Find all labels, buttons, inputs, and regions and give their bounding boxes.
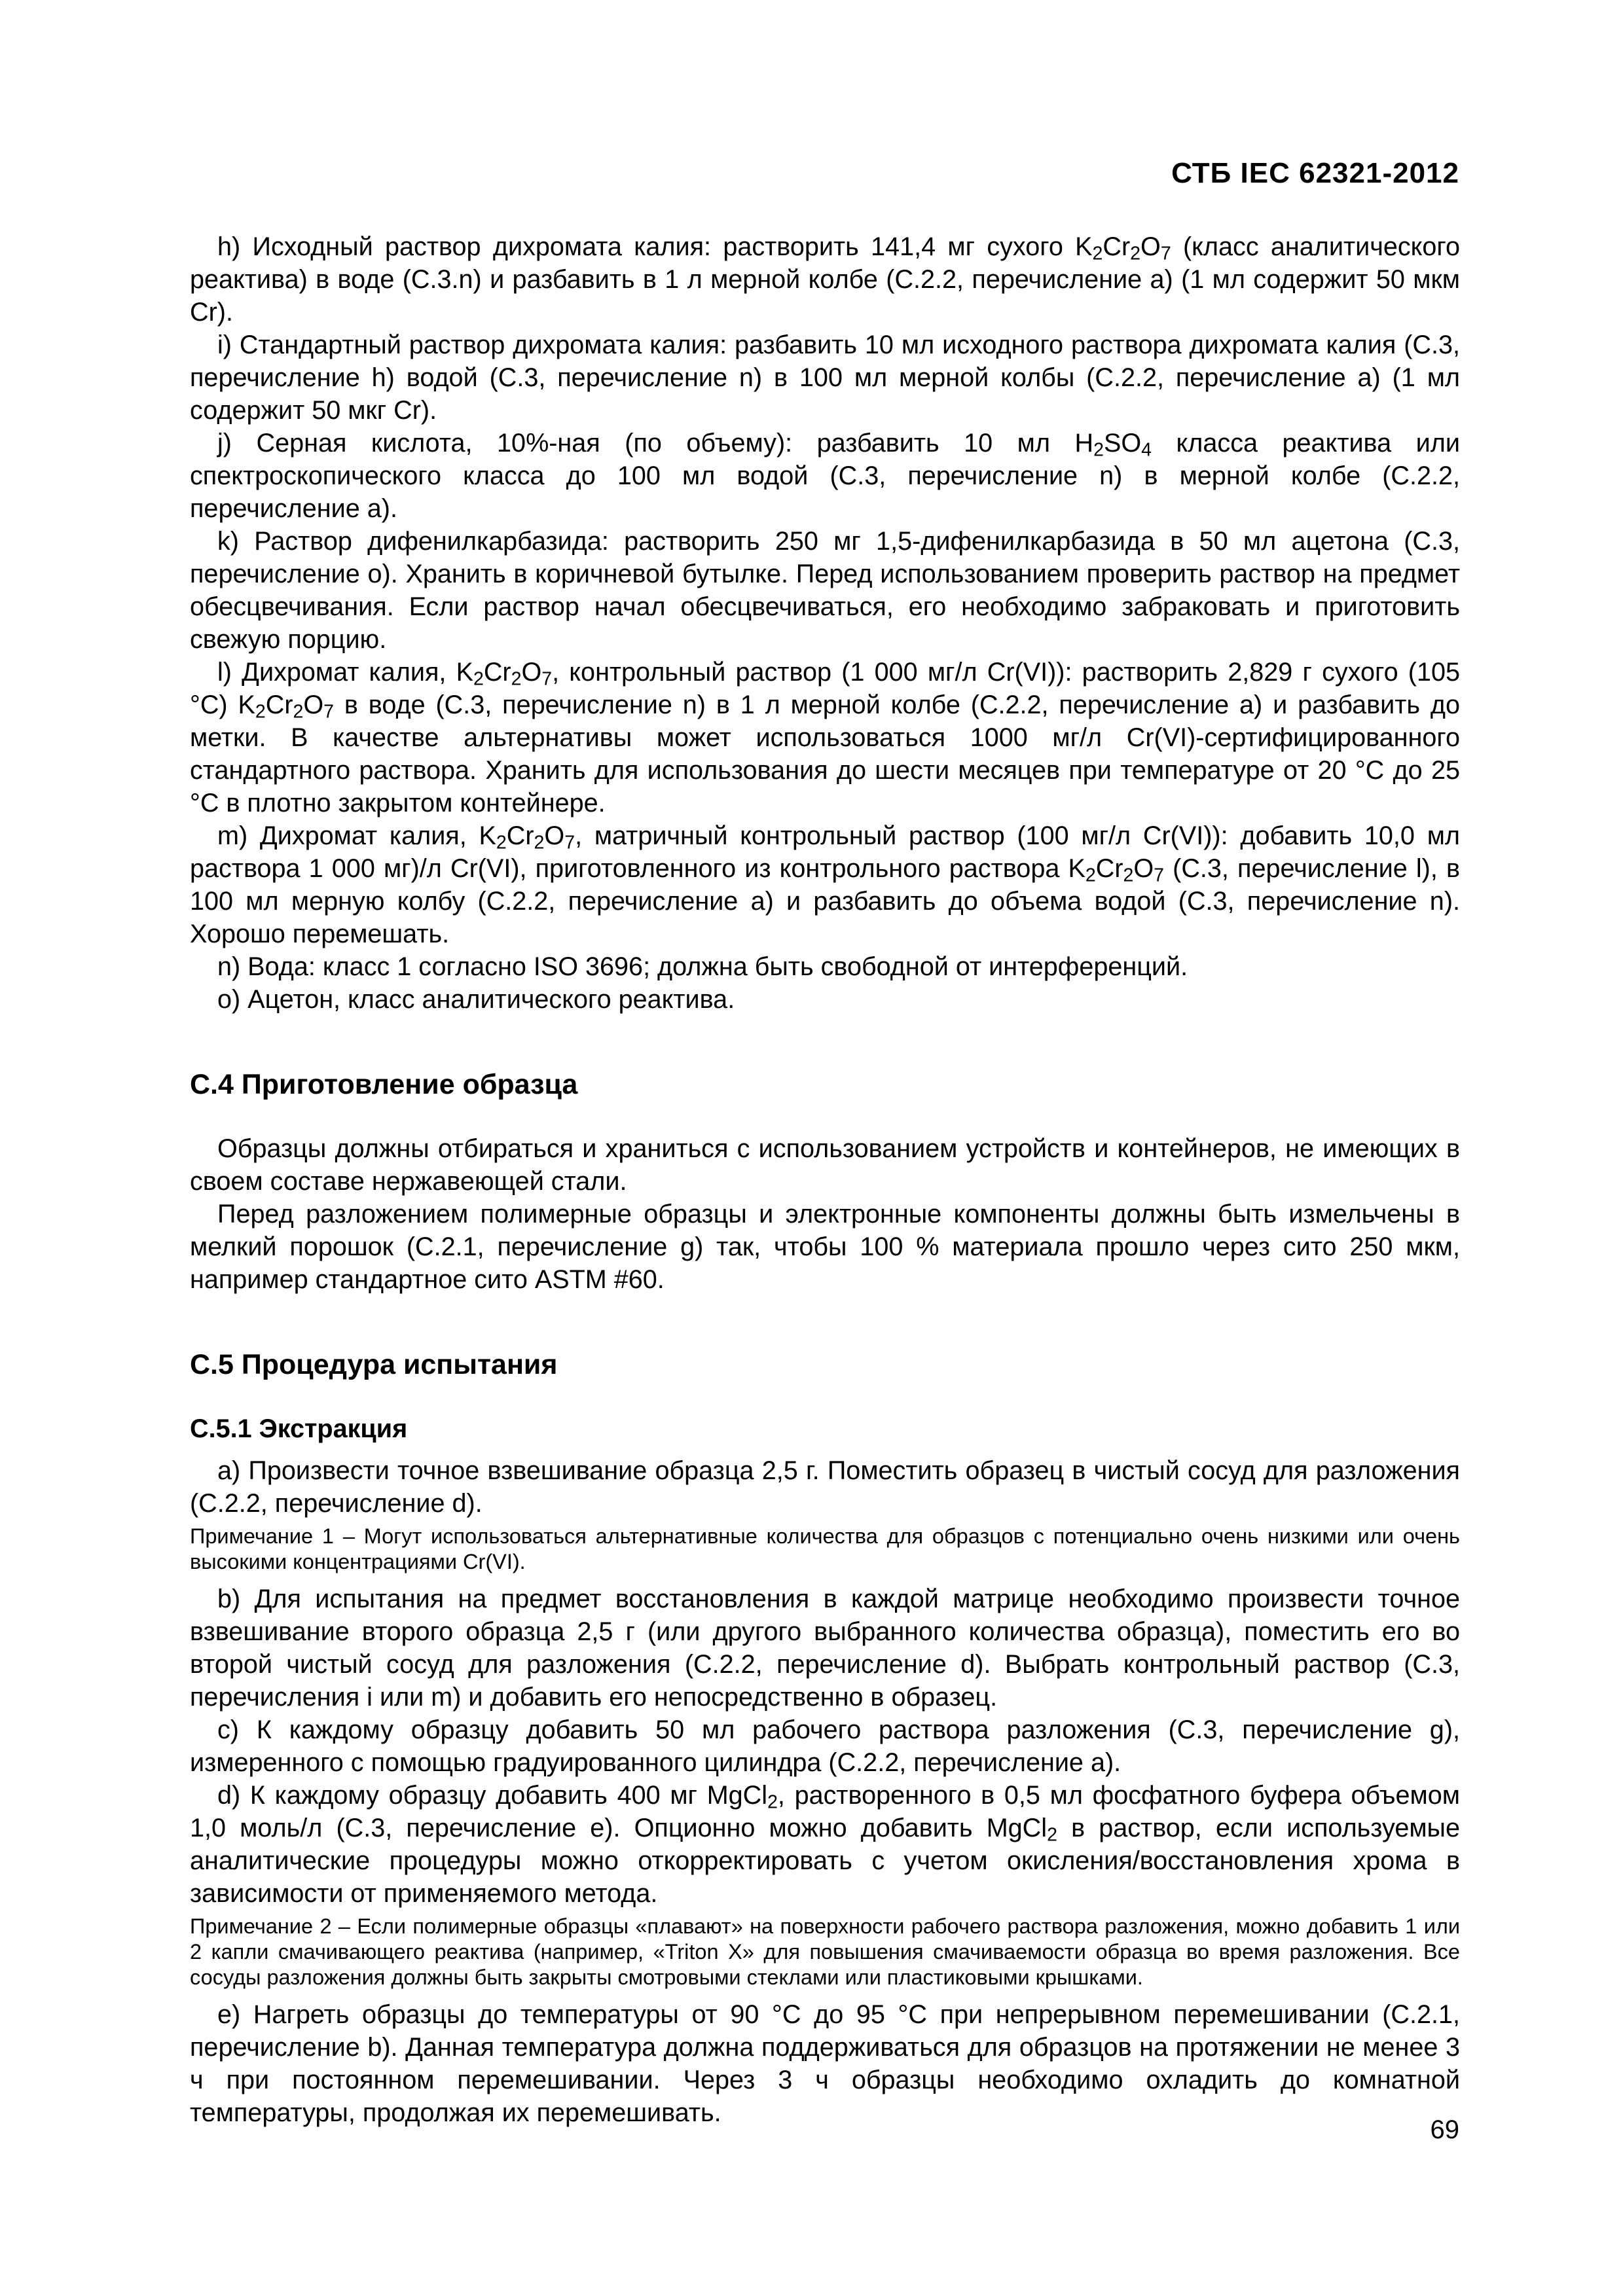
item-n: n) Вода: класс 1 согласно ISO 3696; должна быть свободной от интерференций.	[217, 952, 1188, 981]
item-h: h) Исходный раствор дихромата калия: растворить 141,4 мг сухого $K_2Cr_2O_7$ (класс аналитического реактива) в воде (С.3.n) и разбавить в 1 л мерной колбе (С.2.2, перечисление а) (1 мл содержит 50 мкм Cr).	[190, 232, 1460, 327]
item-i: i) Стандартный раствор дихромата калия: разбавить 10 мл исходного раствора дихромата калия (С.3, перечисление h) водой (С.3, перечисление n) в 100 мл мерной колбы (С.2.2, перечисление а) (1 мл содержит 50 мкг Cr).	[190, 331, 1460, 425]
step-c: с) К каждому образцу добавить 50 мл рабочего раствора разложения (С.3, перечисление g), измеренного с помощью градуированного цилиндра (С.2.2, перечисление а).	[190, 1715, 1460, 1777]
section-heading-c4: С.4 Приготовление образца	[190, 1069, 578, 1100]
note-2: Примечание 2 – Если полимерные образцы «плавают» на поверхности рабочего раствора разложения, можно добавить 1 или 2 капли смачивающего реактива (например, «Triton X» для повышения смачиваемости образца во время разложения. Все сосуды разложения должны быть закрыты смотровыми стеклами или пластиковыми крышками.	[190, 1914, 1460, 1989]
item-k: k) Раствор дифенилкарбазида: растворить 250 мг 1,5-дифенилкарбазида в 50 мл ацетона (С.3, перечисление о). Хранить в коричневой бутылке. Перед использованием проверить раствор на предмет обесцвечивания. Если раствор начал обесцвечиваться, его необходимо забраковать и приготовить свежую порцию.	[190, 527, 1460, 654]
item-j: j) Серная кислота, 10%-ная (по объему): разбавить 10 мл $H_2SO_4$ класса реактива или спектроскопического класса до 100 мл водой (С.3, перечисление n) в мерной колбе (С.2.2, перечисление а).	[190, 429, 1460, 523]
document-code-header: СТБ IEC 62321-2012	[1171, 157, 1459, 189]
step-d: d) К каждому образцу добавить 400 мг MgCl$_2$, растворенного в 0,5 мл фосфатного буфера объемом 1,0 моль/л (С.3, перечисление е). Опционно можно добавить MgCl$_2$ в раствор, если используемые аналитические процедуры можно откорректировать с учетом окисления/восстановления хрома в зависимости от применяемого метода.	[190, 1781, 1461, 1908]
section-heading-c5: С.5 Процедура испытания	[190, 1349, 558, 1380]
page-content	[190, 230, 1460, 2129]
c4-paragraph-1: Образцы должны отбираться и храниться с использованием устройств и контейнеров, не имеющих в своем составе нержавеющей стали.	[190, 1134, 1460, 1196]
page-number: 69	[1430, 2115, 1459, 2144]
step-e: е) Нагреть образцы до температуры от 90 °С до 95 °С при непрерывном перемешивании (С.2.1, перечисление b). Данная температура должна поддерживаться для образцов на протяжении не менее 3 ч при постоянном перемешивании. Через 3 ч образцы необходимо охладить до комнатной температуры, продолжая их перемешивать.	[190, 2000, 1460, 2127]
item-l: l) Дихромат калия, $K_2Cr_2O_7$, контрольный раствор (1 000 мг/л Cr(VI)): растворить 2,829 г сухого (105 °С) $K_2Cr_2O_7$ в воде (С.3, перечисление n) в 1 л мерной колбе (С.2.2, перечисление а) и разбавить до метки. В качестве альтернативы может использоваться 1000 мг/л Cr(VI)-сертифицированного стандартного раствора. Хранить для использования до шести месяцев при температуре от 20 °С до 25 °С в плотно закрытом контейнере.	[190, 658, 1461, 817]
subsection-heading-c5-1: С.5.1 Экстракция	[190, 1414, 408, 1443]
note-1: Примечание 1 – Могут использоваться альтернативные количества для образцов с потенциально очень низкими или очень высокими концентрациями Cr(VI).	[190, 1524, 1460, 1573]
c4-paragraph-2: Перед разложением полимерные образцы и электронные компоненты должны быть измельчены в мелкий порошок (С.2.1, перечисление g) так, чтобы 100 % материала прошло через сито 250 мкм, например стандартное сито ASTM #60.	[190, 1200, 1460, 1294]
item-m: m) Дихромат калия, $K_2Cr_2O_7$, матричный контрольный раствор (100 мг/л Cr(VI)): добавить 10,0 мл раствора 1 000 мг)/л Cr(VI), приготовленного из контрольного раствора $K_2Cr_2O_7$ (С.3, перечисление l), в 100 мл мерную колбу (С.2.2, перечисление а) и разбавить до объема водой (С.3, перечисление n). Хорошо перемешать.	[190, 821, 1461, 948]
item-o: o) Ацетон, класс аналитического реактива.	[217, 985, 735, 1014]
step-a: а) Произвести точное взвешивание образца 2,5 г. Поместить образец в чистый сосуд для разложения (С.2.2, перечисление d).	[190, 1456, 1460, 1518]
step-b: b) Для испытания на предмет восстановления в каждой матрице необходимо произвести точное взвешивание второго образца 2,5 г (или другого выбранного количества образца), поместить его во второй чистый сосуд для разложения (С.2.2, перечисление d). Выбрать контрольный раствор (С.3, перечисления i или m) и добавить его непосредственно в образец.	[190, 1585, 1460, 1712]
